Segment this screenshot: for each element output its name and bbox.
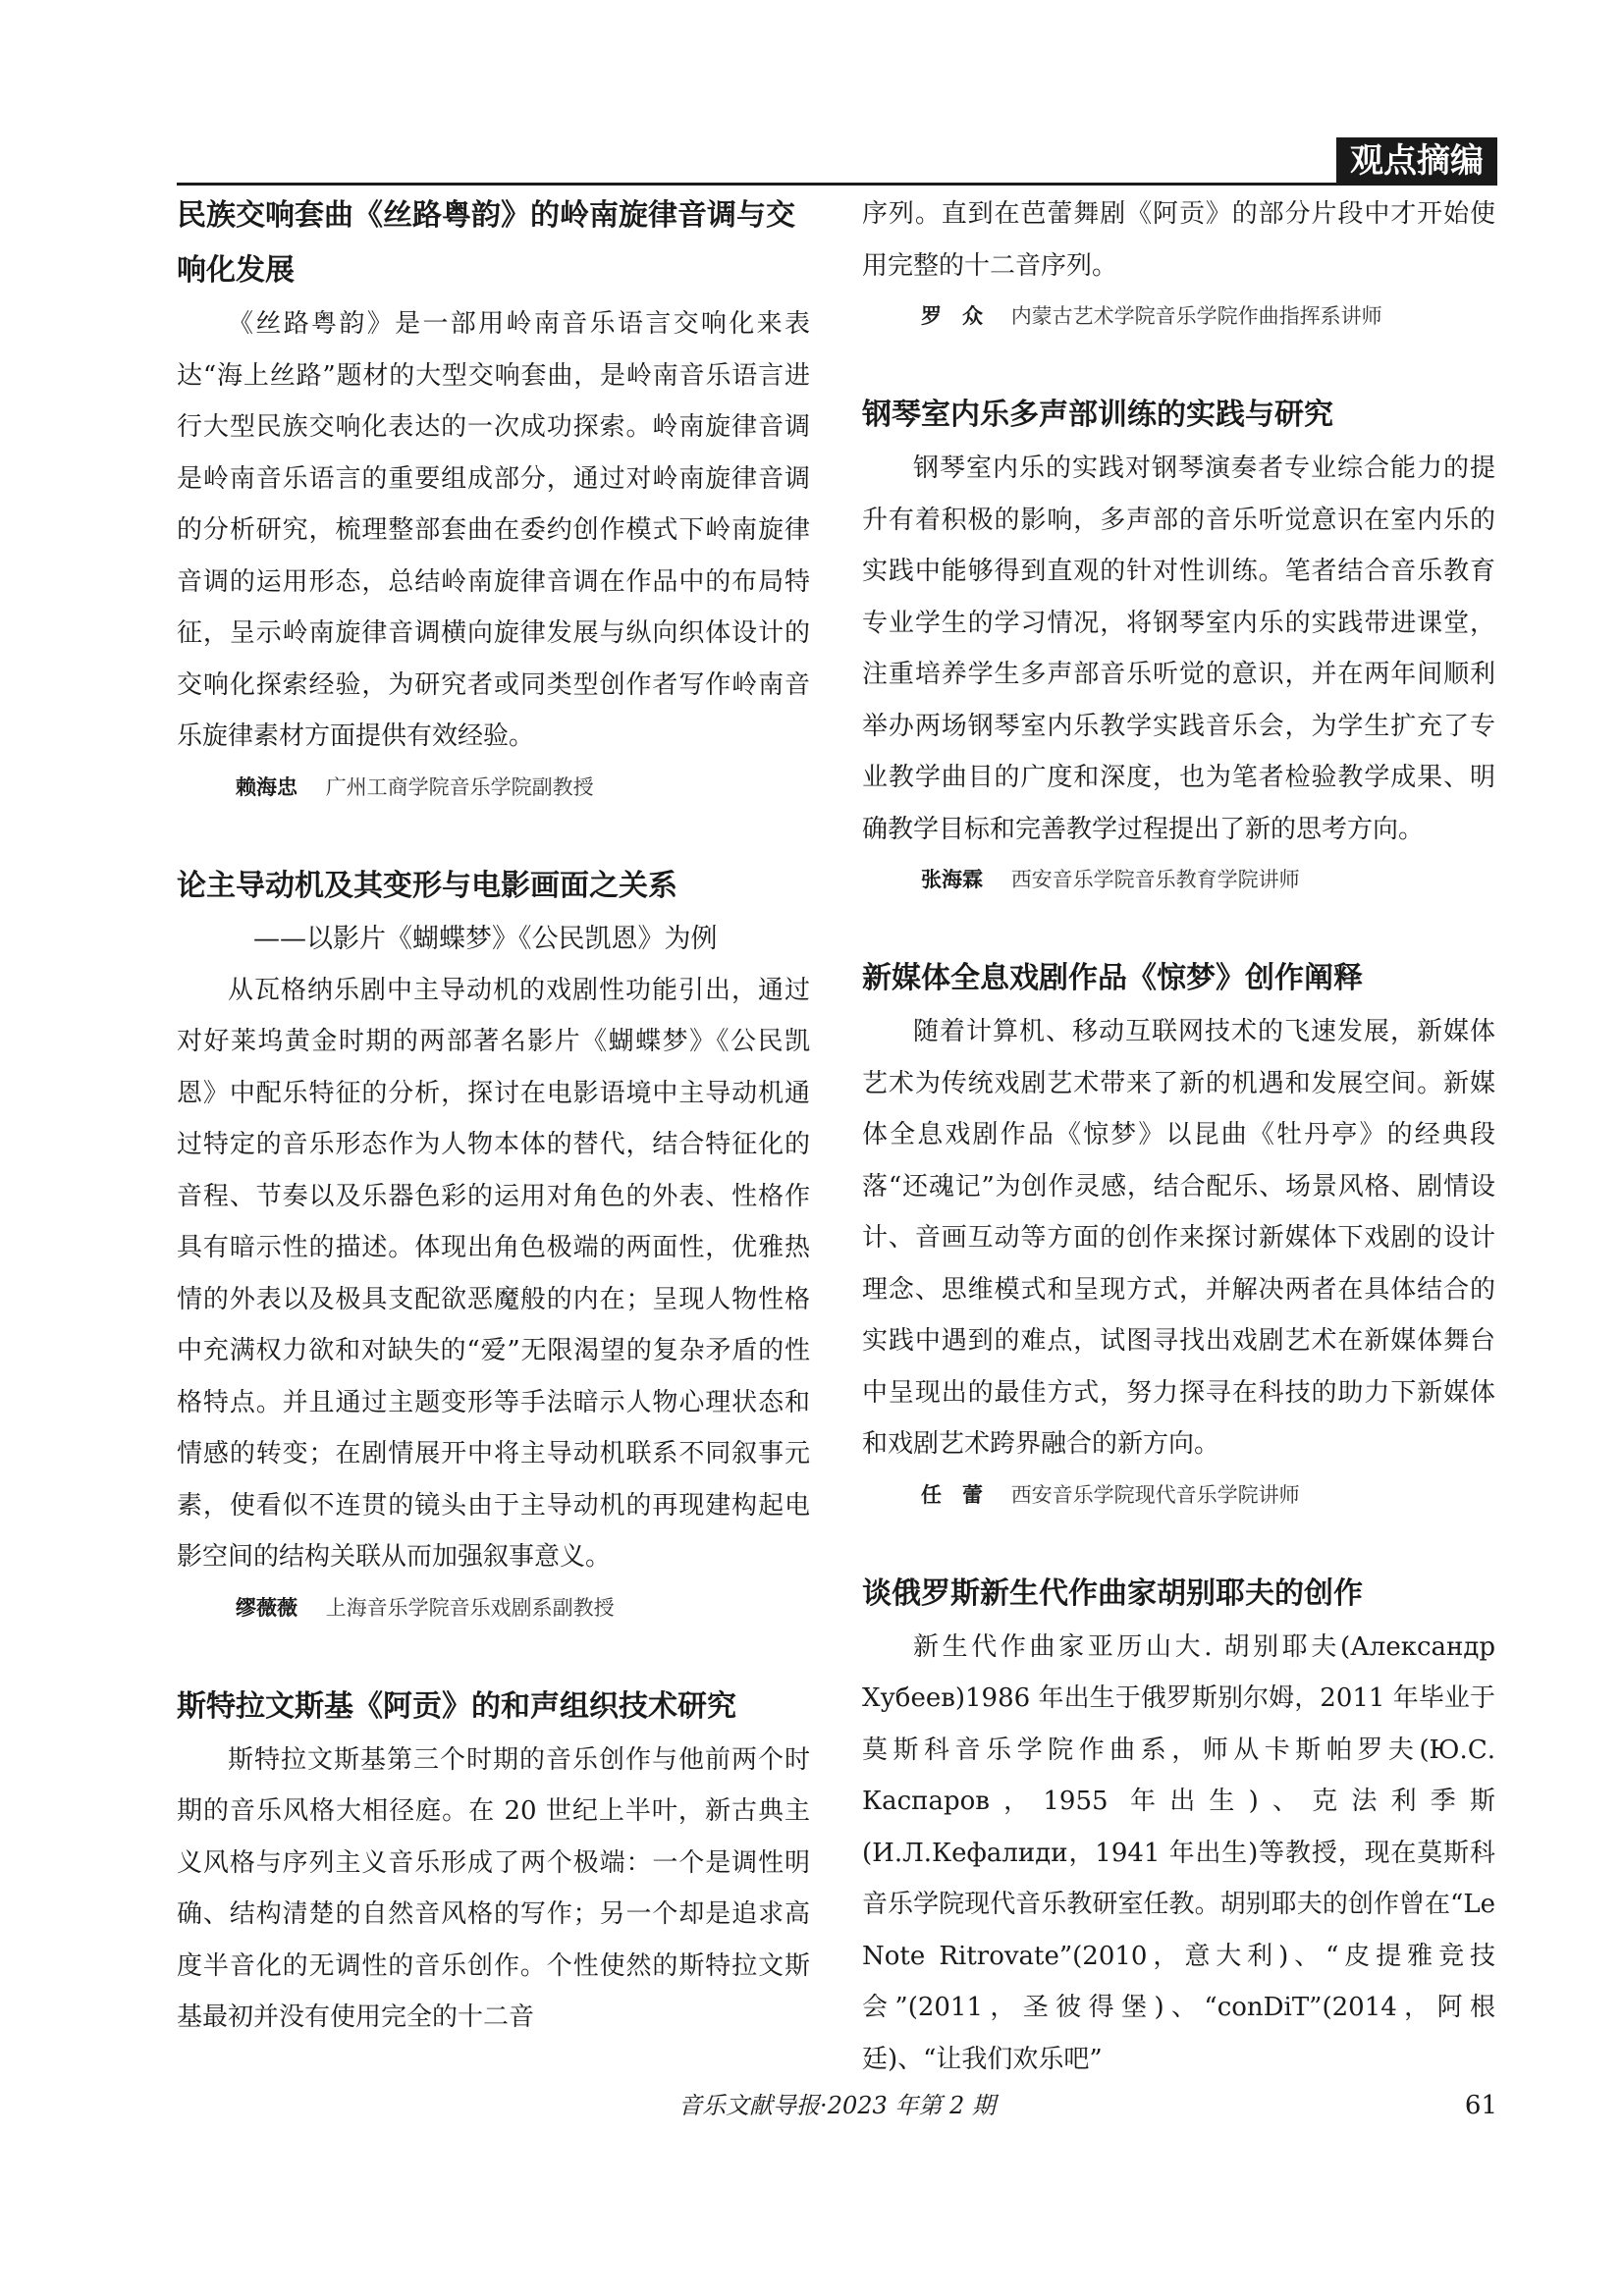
article-body: 随着计算机、移动互联网技术的飞速发展，新媒体艺术为传统戏剧艺术带来了新的机遇和发展空间。新媒体全息戏剧作品《惊梦》以昆曲《牡丹亭》的经典段落“还魂记”为创作灵感，结合配乐、场景风格、剧情设计、音画互动等方面的创作来探讨新媒体下戏剧的设计理念、思维模式和呈现方式，并解决两者在具体结合的实践中遇到的难点，试图寻找出戏剧艺术在新媒体舞台中呈现出的最佳方式，努力探寻在科技的助力下新媒体和戏剧艺术跨界融合的新方向。 bbox=[862, 1017, 1495, 1459]
article-title: 谈俄罗斯新生代作曲家胡别耶夫的创作 bbox=[862, 1575, 1363, 1611]
header-rule bbox=[177, 183, 1497, 186]
article-title: 钢琴室内乐多声部训练的实践与研究 bbox=[862, 398, 1333, 432]
section-tag: 观点摘编 bbox=[1336, 137, 1497, 185]
author-line bbox=[862, 865, 1495, 894]
author-affiliation: 西安音乐学院音乐教育学院讲师 bbox=[1010, 868, 1300, 891]
right-column bbox=[862, 188, 1495, 2142]
article-title: 论主导动机及其变形与电影画面之关系 bbox=[177, 868, 677, 903]
author-affiliation: 上海音乐学院音乐戏剧系副教授 bbox=[325, 1595, 615, 1620]
left-column bbox=[177, 188, 810, 2101]
article-body-continued: 序列。直到在芭蕾舞剧《阿贡》的部分片段中才开始使用完整的十二音序列。 bbox=[862, 199, 1495, 281]
article-title: 新媒体全息戏剧作品《惊梦》创作阐释 bbox=[862, 961, 1363, 995]
article-khubeev bbox=[862, 1567, 1495, 2086]
author-affiliation: 内蒙古艺术学院音乐学院作曲指挥系讲师 bbox=[1010, 304, 1382, 328]
article-title: 斯特拉文斯基《阿贡》的和声组织技术研究 bbox=[177, 1688, 736, 1724]
author-line bbox=[177, 773, 810, 802]
author-affiliation: 西安音乐学院现代音乐学院讲师 bbox=[1010, 1482, 1300, 1507]
article-title: 民族交响套曲《丝路粤韵》的岭南旋律音调与交响化发展 bbox=[177, 198, 795, 288]
article-subtitle: ——以影片《蝴蝶梦》《公民凯恩》为例 bbox=[253, 923, 718, 954]
author-affiliation: 广州工商学院音乐学院副教授 bbox=[325, 774, 594, 799]
article-piano-chamber bbox=[862, 388, 1495, 894]
article-agon-continued bbox=[862, 188, 1495, 331]
author-line bbox=[862, 301, 1495, 331]
article-new-media bbox=[862, 951, 1495, 1510]
author-line bbox=[177, 1593, 810, 1623]
author-name: 张海霖 bbox=[921, 868, 983, 891]
article-leitmotif bbox=[177, 859, 810, 1623]
author-name: 赖海忠 bbox=[236, 774, 298, 799]
article-body: 《丝路粤韵》是一部用岭南音乐语言交响化来表达“海上丝路”题材的大型交响套曲，是岭南音乐语言进行大型民族交响化表达的一次成功探索。岭南旋律音调是岭南音乐语言的重要组成部分，通过对岭南旋律音调的分析研究，梳理整部套曲在委约创作模式下岭南旋律音调的运用形态，总结岭南旋律音调在作品中的布局特征，呈示岭南旋律音调横向旋律发展与纵向织体设计的交响化探索经验，为研究者或同类型创作者写作岭南音乐旋律素材方面提供有效经验。 bbox=[177, 309, 810, 751]
article-body: 从瓦格纳乐剧中主导动机的戏剧性功能引出，通过对好莱坞黄金时期的两部著名影片《蝴蝶梦》《公民凯恩》中配乐特征的分析，探讨在电影语境中主导动机通过特定的音乐形态作为人物本体的替代，结合特征化的音程、节奏以及乐器色彩的运用对角色的外表、性格作具有暗示性的描述。体现出角色极端的两面性，优雅热情的外表以及极具支配欲恶魔般的内在；呈现人物性格中充满权力欲和对缺失的“爱”无限渴望的复杂矛盾的性格特点。并且通过主题变形等手法暗示人物心理状态和情感的转变；在剧情展开中将主导动机联系不同叙事元素，使看似不连贯的镜头由于主导动机的再现建构起电影空间的结构关联从而加强叙事意义。 bbox=[177, 975, 810, 1572]
author-name: 缪薇薇 bbox=[236, 1595, 298, 1620]
author-name: 任 蕾 bbox=[921, 1482, 983, 1507]
article-body: 新生代作曲家亚历山大. 胡别耶夫(Александр Хубеев)1986 年出生于俄罗斯别尔姆，2011 年毕业于莫斯科音乐学院作曲系，师从卡斯帕罗夫(Ю.С. Каспаров，1955 年出生)、克法利季斯(И.Л.Кефалиди，1941 年出生)等教授，现在莫斯科音乐学院现代音乐教研室任教。胡别耶夫的创作曾在“Le Note Ritrovate”(2010，意大利)、“皮提雅竞技会”(2011，圣彼得堡)、“conDiT”(2014，阿根廷)、“让我们欢乐吧” bbox=[862, 1631, 1495, 2074]
author-name: 罗 众 bbox=[921, 304, 983, 328]
article-agon bbox=[177, 1680, 810, 2044]
page-footer bbox=[177, 2086, 1497, 2125]
article-body: 钢琴室内乐的实践对钢琴演奏者专业综合能力的提升有着积极的影响，多声部的音乐听觉意识在室内乐的实践中能够得到直观的针对性训练。笔者结合音乐教育专业学生的学习情况，将钢琴室内乐的实践带进课堂，注重培养学生多声部音乐听觉的意识，并在两年间顺利举办两场钢琴室内乐教学实践音乐会，为学生扩充了专业教学曲目的广度和深度，也为笔者检验教学成果、明确教学目标和完善教学过程提出了新的思考方向。 bbox=[862, 454, 1495, 844]
journal-issue: 音乐文献导报·2023 年第 2 期 bbox=[678, 2092, 996, 2119]
article-silk-road bbox=[177, 188, 810, 802]
author-line bbox=[862, 1480, 1495, 1510]
article-body: 斯特拉文斯基第三个时期的音乐创作与他前两个时期的音乐风格大相径庭。在 20 世纪上半叶，新古典主义风格与序列主义音乐形成了两个极端：一个是调性明确、结构清楚的自然音风格的写作；另一个却是追求高度半音化的无调性的音乐创作。个性使然的斯特拉文斯基最初并没有使用完全的十二音 bbox=[177, 1744, 810, 2032]
page-number: 61 bbox=[1464, 2091, 1497, 2120]
